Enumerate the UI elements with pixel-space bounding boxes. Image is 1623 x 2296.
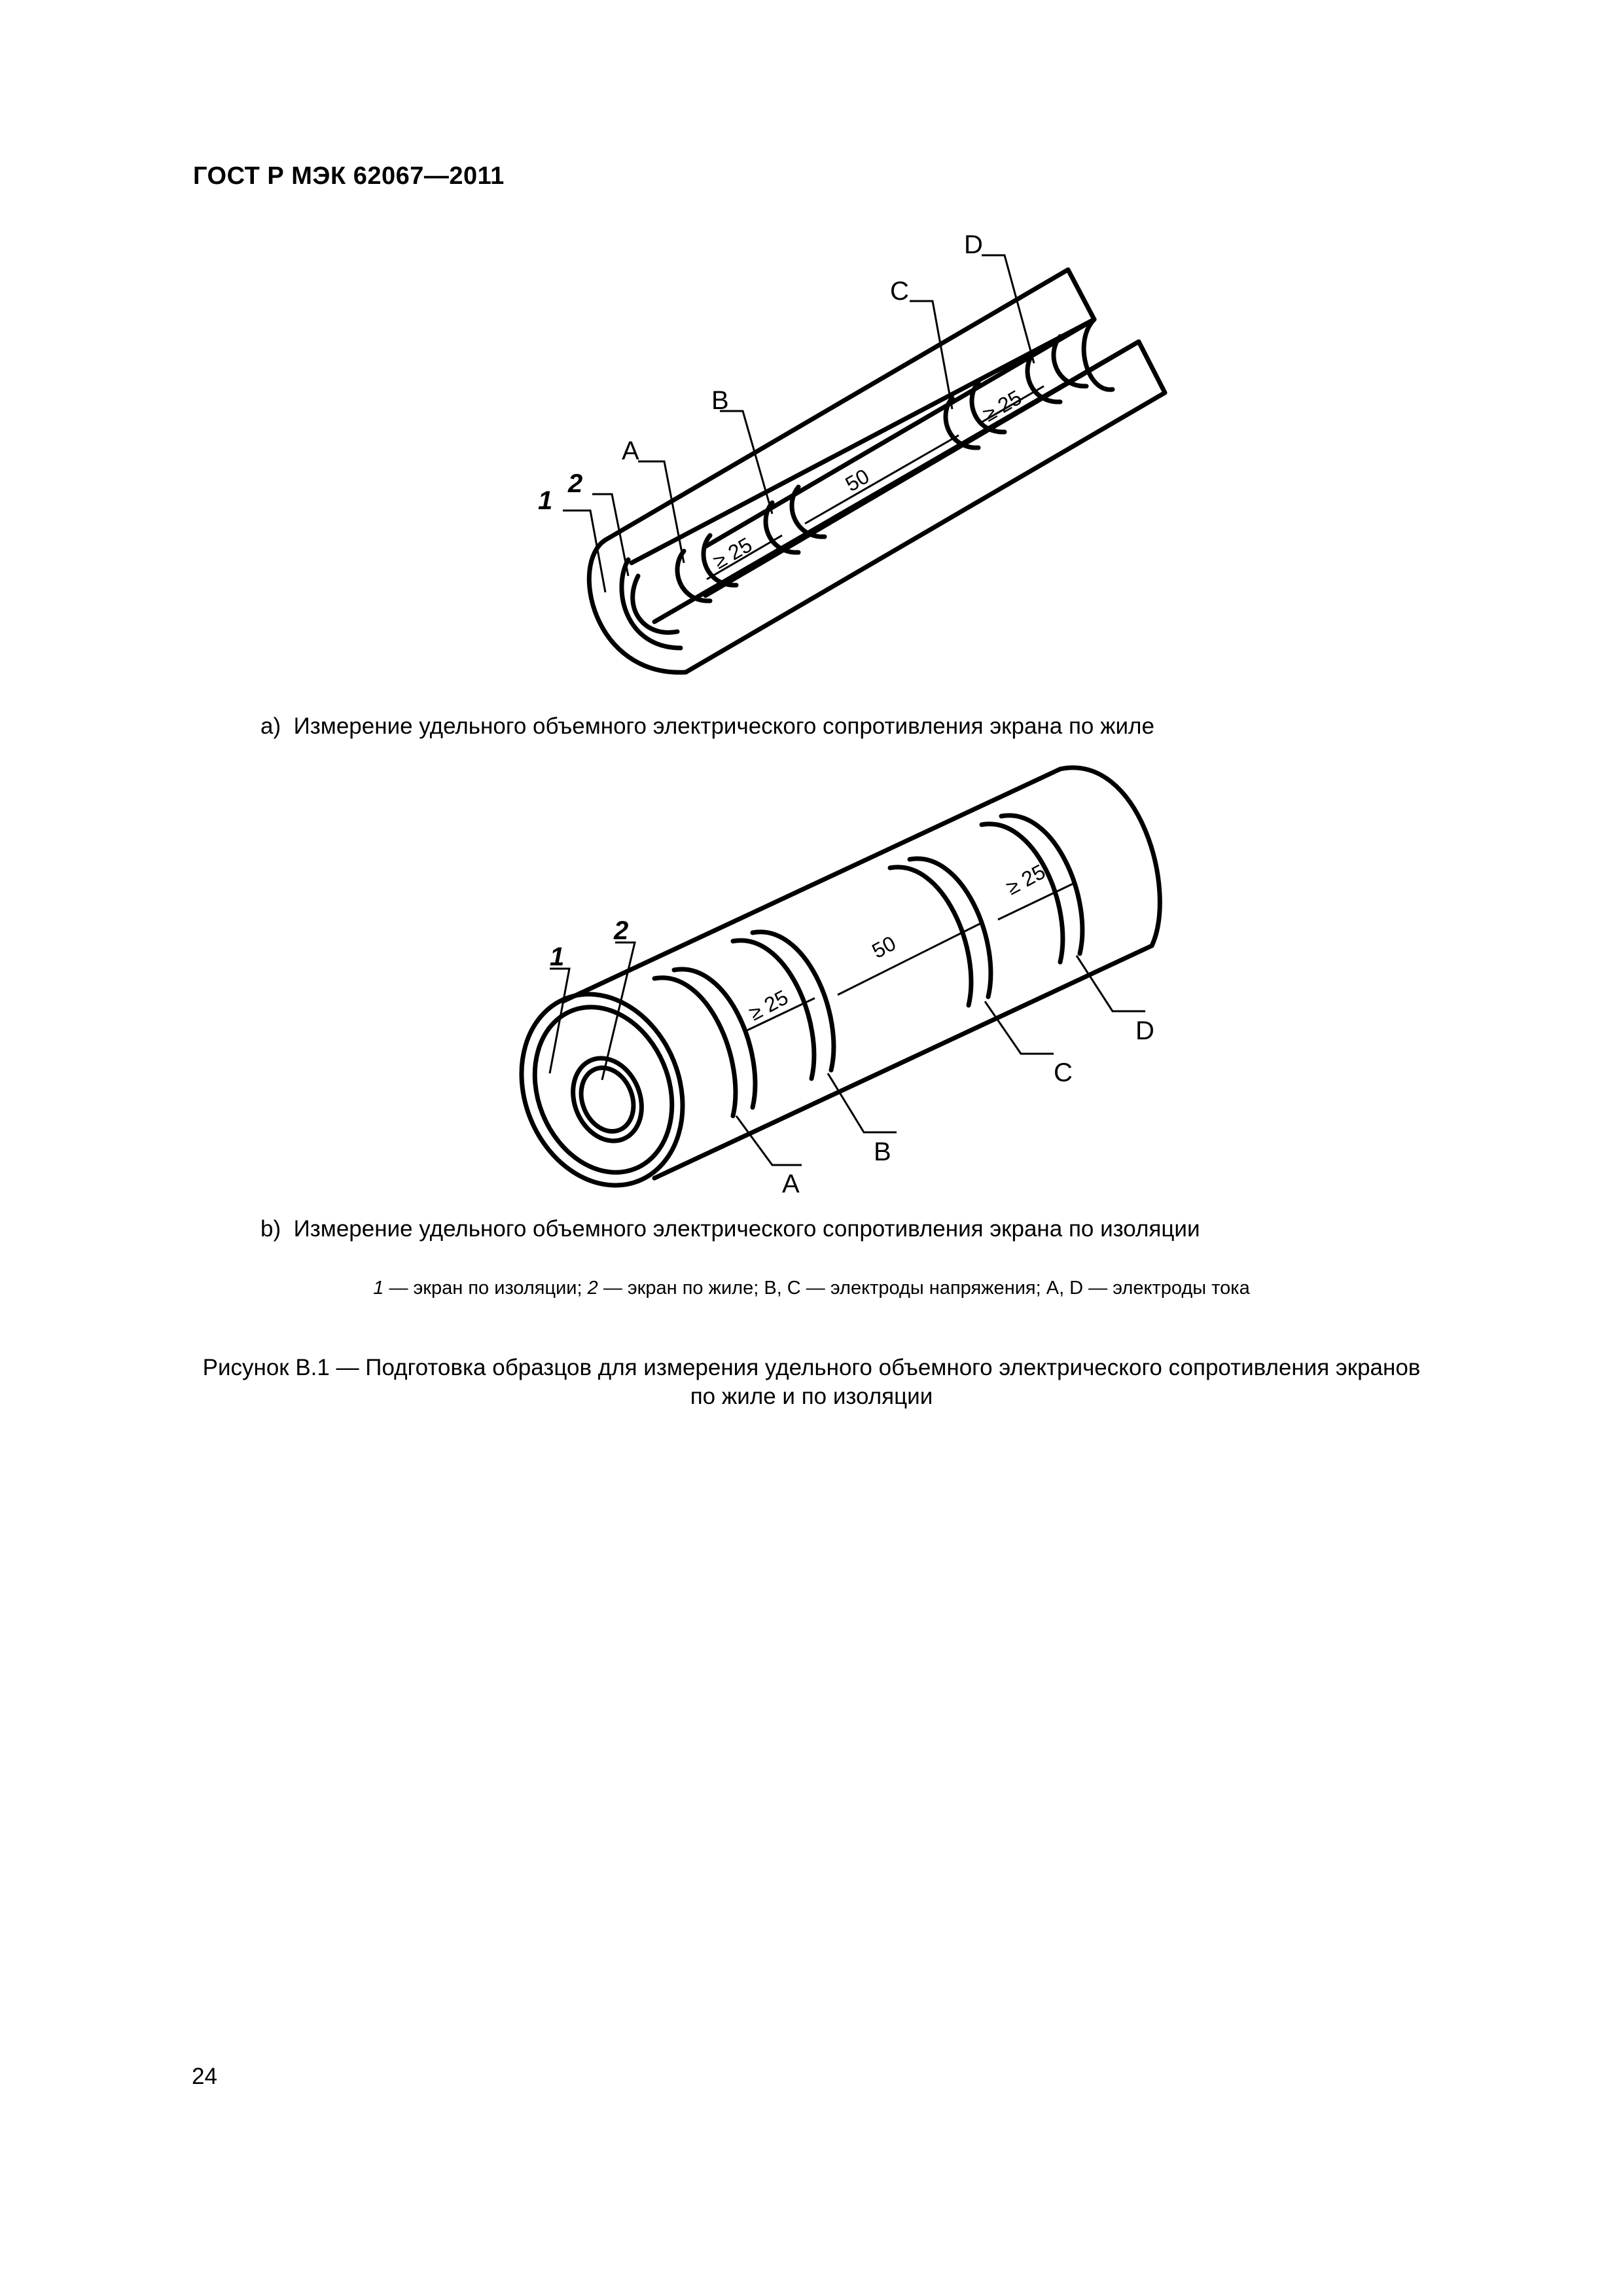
fig-a-label-b: B <box>711 386 729 415</box>
fig-a-label-d: D <box>964 230 983 259</box>
fig-b-label-b: B <box>874 1138 891 1166</box>
fig-b-label-a: A <box>782 1170 800 1198</box>
conductor-end <box>633 576 677 632</box>
figure-a-caption-text: Измерение удельного объемного электрического сопротивления экрана по жиле <box>293 713 1154 739</box>
fig-a-dim-bc: 50 <box>841 464 874 497</box>
inner-far-end <box>1084 319 1113 389</box>
legend-item-1-number: 1 <box>373 1278 384 1299</box>
figure-b-caption-text: Измерение удельного объемного электрического сопротивления экрана по изоляции <box>293 1216 1200 1242</box>
figure-a-drawing <box>510 223 1204 694</box>
conductor-screen-face <box>561 1048 653 1151</box>
fig-a-label-a: A <box>622 437 639 465</box>
fig-b-label-c: C <box>1054 1058 1073 1087</box>
figure-legend <box>0 1278 1623 1299</box>
fig-b-dim-bc: 50 <box>868 931 900 963</box>
figure-a-caption <box>260 713 1154 740</box>
figure-b-drawing <box>510 759 1204 1217</box>
figure-title <box>183 1354 1440 1411</box>
legend-item-1-text: — экран по изоляции; <box>383 1278 588 1299</box>
fig-a-dim-ab: ≥ 25 <box>709 532 757 574</box>
figure-b-caption-letter: b) <box>260 1216 281 1242</box>
figure-title-line-2: по жиле и по изоляции <box>690 1384 933 1409</box>
fig-b-label-1: 1 <box>550 942 565 971</box>
figure-title-line-1: Рисунок B.1 — Подготовка образцов для измерения удельного объемного электрического сопротивления экранов <box>202 1355 1421 1380</box>
fig-a-label-2: 2 <box>568 469 583 498</box>
fig-a-dim-cd: ≥ 25 <box>978 385 1026 427</box>
fig-b-dim-cd: ≥ 25 <box>1002 859 1050 900</box>
fig-b-dim-ab: ≥ 25 <box>745 985 793 1026</box>
conductor-core <box>572 1060 643 1139</box>
fig-b-label-d: D <box>1135 1016 1154 1045</box>
outer-screen-lower-edge <box>686 342 1165 672</box>
cylinder-far-end <box>1060 768 1160 946</box>
page-number: 24 <box>192 2064 217 2089</box>
electrode-c-band <box>890 867 971 1005</box>
figure-b-caption <box>260 1216 1200 1242</box>
inner-screen-end <box>622 560 681 648</box>
legend-item-2-number: 2 <box>587 1278 598 1299</box>
document-header: ГОСТ Р МЭК 62067—2011 <box>193 162 505 190</box>
cylinder-bottom-edge <box>654 946 1152 1178</box>
fig-a-label-c: C <box>890 277 909 306</box>
legend-item-2-text: — экран по жиле; B, C — электроды напряжения; A, D — электроды тока <box>597 1278 1250 1299</box>
figure-a-caption-letter: a) <box>260 713 281 739</box>
fig-a-label-1: 1 <box>538 486 553 515</box>
fig-b-label-2: 2 <box>614 916 629 945</box>
